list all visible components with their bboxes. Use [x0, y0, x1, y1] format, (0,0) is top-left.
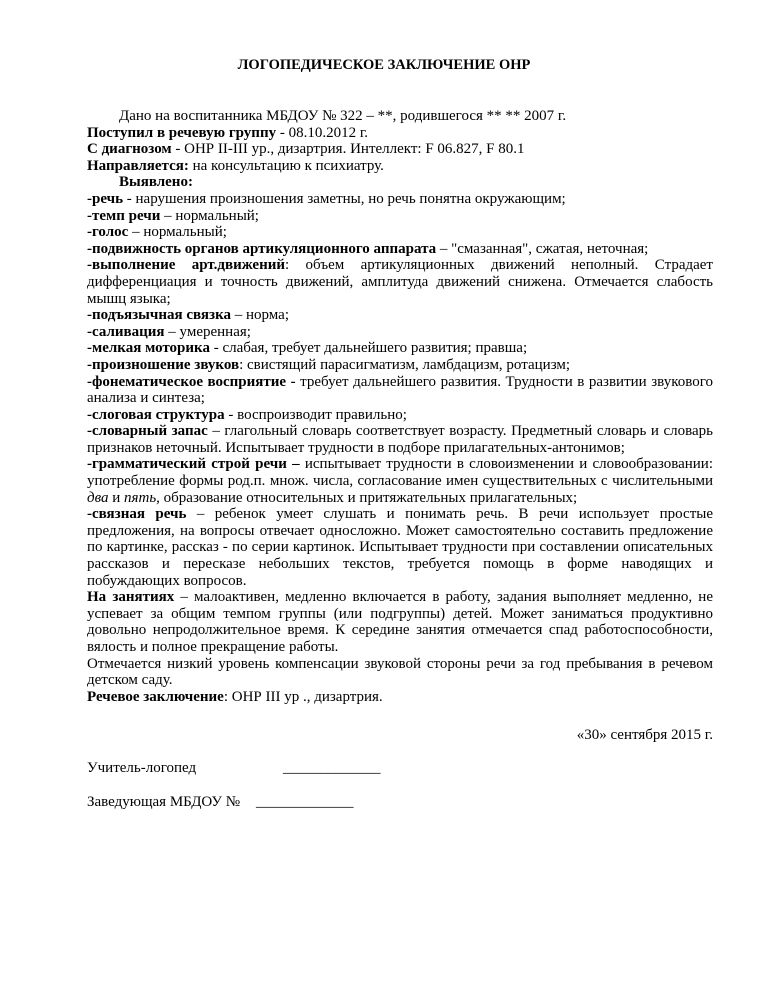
item-fine-motor-value: - слабая, требует дальнейшего развития; правша;: [209, 340, 528, 357]
item-fine-motor-label: -мелкая моторика: [87, 340, 210, 357]
item-salivation-value: – умеренная;: [164, 323, 251, 340]
item-mobility-label: -подвижность органов артикуляционного аппарата: [87, 240, 437, 257]
item-hyoid-label: -подъязычная связка: [87, 307, 231, 324]
item-vocabulary-value: – глагольный словарь соответствует возрасту. Предметный словарь и словарь признаков неточный. Испытывает трудности в подборе прилагательных-антонимов;: [87, 423, 713, 456]
intro-line: Дано на воспитанника МБДОУ № 322 – **, родившегося ** ** 2007 г.: [119, 108, 567, 124]
item-grammar: [87, 456, 713, 506]
conclusion-line: [87, 689, 713, 706]
item-voice-value: – нормальный;: [128, 224, 227, 241]
item-speech: [87, 191, 713, 208]
item-pronunciation-label: -произношение звуков: [87, 356, 240, 373]
item-mobility-value: – "смазанная", сжатая, неточная;: [436, 240, 649, 257]
lessons-value: – малоактивен, медленно включается в работу, задания выполняет медленно, не успевает за общим темпом группы (или подгруппы) детей. Может заниматься продуктивно довольно непродолжительное время. К середине занятия отмечается спад работоспособности, вялость и полное прекращение работы.: [87, 589, 713, 655]
referred-line: [87, 158, 713, 175]
item-coherent-label: -связная речь: [87, 506, 187, 523]
diagnosis-label: С диагнозом: [87, 141, 172, 158]
item-salivation: [87, 324, 713, 341]
item-speech-sep: -: [123, 190, 136, 207]
item-salivation-label: -саливация: [87, 323, 165, 340]
document-date: «30» сентября 2015 г.: [576, 727, 713, 743]
compensation-paragraph: Отмечается низкий уровень компенсации звуковой стороны речи за год пребывания в речевом детском саду.: [87, 655, 713, 689]
item-syllable: [87, 407, 713, 424]
item-grammar-word-pyat: пять: [124, 489, 157, 506]
conclusion-value: : ОНР III ур ., дизартрия.: [223, 688, 383, 705]
admitted-value: 08.10.2012 г.: [288, 124, 369, 141]
item-grammar-word-dva: два: [87, 489, 109, 506]
teacher-signature-label: Учитель-логопед: [87, 760, 197, 776]
diagnosis-value: ОНР II-III ур., дизартрия. Интеллект: F 06.827, F 80.1: [184, 141, 525, 158]
item-movements-label: -выполнение арт.движений: [87, 257, 286, 274]
item-movements-value: : объем артикуляционных движений неполный. Страдает дифференциация и точность движений, амплитуда движений снижена. Отмечается слабость мышц языка;: [87, 257, 713, 307]
item-movements: [87, 257, 713, 307]
item-grammar-value-a: испытывает трудности в словоизменении и словообразовании: употребление формы род.п. множ. числа, согласование имен существительных с числительными: [87, 456, 714, 490]
item-speech-value: нарушения произношения заметны, но речь понятна окружающим;: [135, 190, 566, 207]
revealed-heading: Выявлено:: [119, 174, 193, 191]
item-voice-label: -голос: [87, 224, 129, 241]
lessons-paragraph: [87, 589, 713, 655]
item-vocabulary: [87, 423, 713, 456]
admitted-sep: -: [276, 124, 289, 141]
teacher-signature-line: _____________: [283, 760, 381, 776]
item-phonemic-label: -фонематическое восприятие -: [87, 373, 296, 390]
item-grammar-value-b: , образование относительных и притяжательных прилагательных;: [156, 489, 578, 506]
item-phonemic: [87, 374, 713, 407]
item-pronunciation: [87, 357, 713, 374]
admitted-label: Поступил в речевую группу: [87, 124, 277, 141]
item-fine-motor: [87, 340, 713, 357]
item-speech-label: -речь: [87, 190, 124, 207]
item-phonemic-value: требует дальнейшего развития. Трудности в развитии звукового анализа и синтеза;: [87, 373, 713, 407]
item-pronunciation-value: : свистящий парасигматизм, ламбдацизм, ротацизм;: [239, 356, 571, 373]
head-signature-line: _____________: [256, 794, 354, 810]
item-mobility: [87, 241, 713, 258]
item-grammar-label: -грамматический строй речи –: [87, 456, 300, 473]
item-syllable-label: -слоговая структура: [87, 406, 225, 423]
document-title: ЛОГОПЕДИЧЕСКОЕ ЗАКЛЮЧЕНИЕ ОНР: [237, 57, 531, 73]
admitted-line: [87, 125, 713, 142]
referred-label: Направляется:: [87, 157, 189, 174]
item-hyoid-value: – норма;: [230, 307, 289, 324]
item-grammar-and: и: [108, 489, 125, 506]
referred-value: на консультацию к психиатру.: [188, 157, 384, 174]
lessons-label: На занятиях: [87, 589, 175, 606]
item-vocabulary-label: -словарный запас: [87, 423, 208, 440]
item-coherent-value: – ребенок умеет слушать и понимать речь. В речи использует простые предложения, на вопросы отвечает односложно. Может самостоятельно составить предложение по картинке, рассказ - по серии картинок. Испытывает трудности при составлении описательных рассказов и пересказе небольших текстов, требуется помощь в форме наводящих и побуждающих вопросов.: [87, 506, 713, 589]
item-hyoid: [87, 307, 713, 324]
diagnosis-sep: -: [171, 141, 185, 158]
document-body: [87, 108, 713, 705]
diagnosis-line: [87, 141, 713, 158]
item-syllable-value: - воспроизводит правильно;: [224, 406, 407, 423]
item-tempo-value: – нормальный;: [160, 207, 259, 224]
item-tempo-label: -темп речи: [87, 207, 161, 224]
head-signature-label: Заведующая МБДОУ №: [87, 794, 241, 810]
item-coherent: [87, 506, 713, 589]
conclusion-label: Речевое заключение: [87, 688, 224, 705]
item-tempo: [87, 208, 713, 225]
item-voice: [87, 224, 713, 241]
